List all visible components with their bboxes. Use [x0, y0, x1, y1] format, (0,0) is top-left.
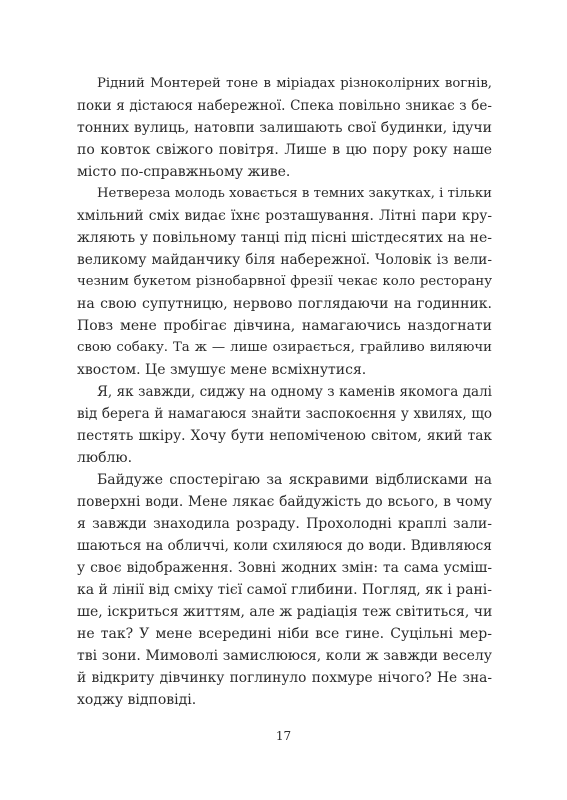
text-line: місто по-справжньому живе.	[77, 164, 291, 180]
text-line: хвостом. Це змушує мене всміхнутися.	[77, 362, 367, 378]
paragraph	[77, 183, 492, 381]
text-line: поки я дістаюся набережної. Спека повільно зникає з бе-	[77, 98, 492, 114]
body-text	[77, 73, 492, 711]
text-line: ходжу відповіді.	[77, 692, 197, 708]
text-line: й відкриту дівчинку поглинуло похмуре нічого? Не зна-	[77, 670, 492, 686]
page-number: 17	[275, 729, 292, 743]
text-line: свою собаку. Та ж — лише озирається, грайливо виляючи	[77, 340, 492, 355]
text-line: не так? У мене всередині ніби все гине. Суцільні мер-	[77, 626, 492, 642]
text-line: шаються на обличчі, коли схиляюся до води. Вдивляюся	[77, 538, 492, 554]
text-line: тві зони. Мимоволі замислююся, коли ж завжди веселу	[77, 648, 492, 664]
text-line: пестять шкіру. Хочу бути непоміченою світом, який так	[77, 428, 492, 444]
text-line: ше, іскриться життям, але ж радіація теж світиться, чи	[77, 604, 493, 620]
text-line: хмільний сміх видає їхнє розташування. Літні пари кру-	[77, 208, 492, 224]
text-line: Нетвереза молодь ховається в темних закутках, і тільки	[97, 186, 492, 201]
paragraph	[77, 469, 492, 711]
text-line: по ковток свіжого повітря. Лише в цю пору року наше	[77, 142, 492, 158]
text-line: великому майданчику біля набережної. Чоловік із вели-	[77, 252, 492, 268]
paragraph	[77, 73, 492, 183]
text-line: я завжди знаходила розраду. Прохолодні краплі зали-	[77, 516, 492, 532]
text-line: на свою супутницю, нервово поглядаючи на годинник.	[77, 296, 492, 312]
text-line: у своє відображення. Зовні жодних змін: та сама усміш-	[77, 560, 492, 576]
text-line: Байдуже спостерігаю за яскравими відблисками на	[97, 472, 492, 488]
text-line: люблю.	[77, 450, 133, 466]
text-line: Повз мене пробігає дівчина, намагаючись наздогнати	[77, 318, 492, 334]
text-line: ка й лінії від сміху тієї самої глибини. Погляд, як і рані-	[77, 582, 492, 598]
text-line: поверхні води. Мене лякає байдужість до всього, в чому	[77, 494, 492, 510]
text-line: Я, як завжди, сиджу на одному з каменів якомога далі	[97, 384, 492, 400]
text-line: чезним букетом різнобарвної фрезії чекає коло ресторану	[77, 274, 492, 289]
text-line: тонних вулиць, натовпи залишають свої будинки, ідучи	[77, 120, 492, 136]
text-line: Рідний Монтерей тоне в міріадах різноколірних вогнів,	[97, 76, 492, 91]
text-line: від берега й намагаюся знайти заспокоєння у хвилях, що	[77, 406, 492, 422]
paragraph	[77, 381, 492, 469]
text-line: жляють у повільному танці під пісні шістдесятих на не-	[77, 230, 492, 246]
